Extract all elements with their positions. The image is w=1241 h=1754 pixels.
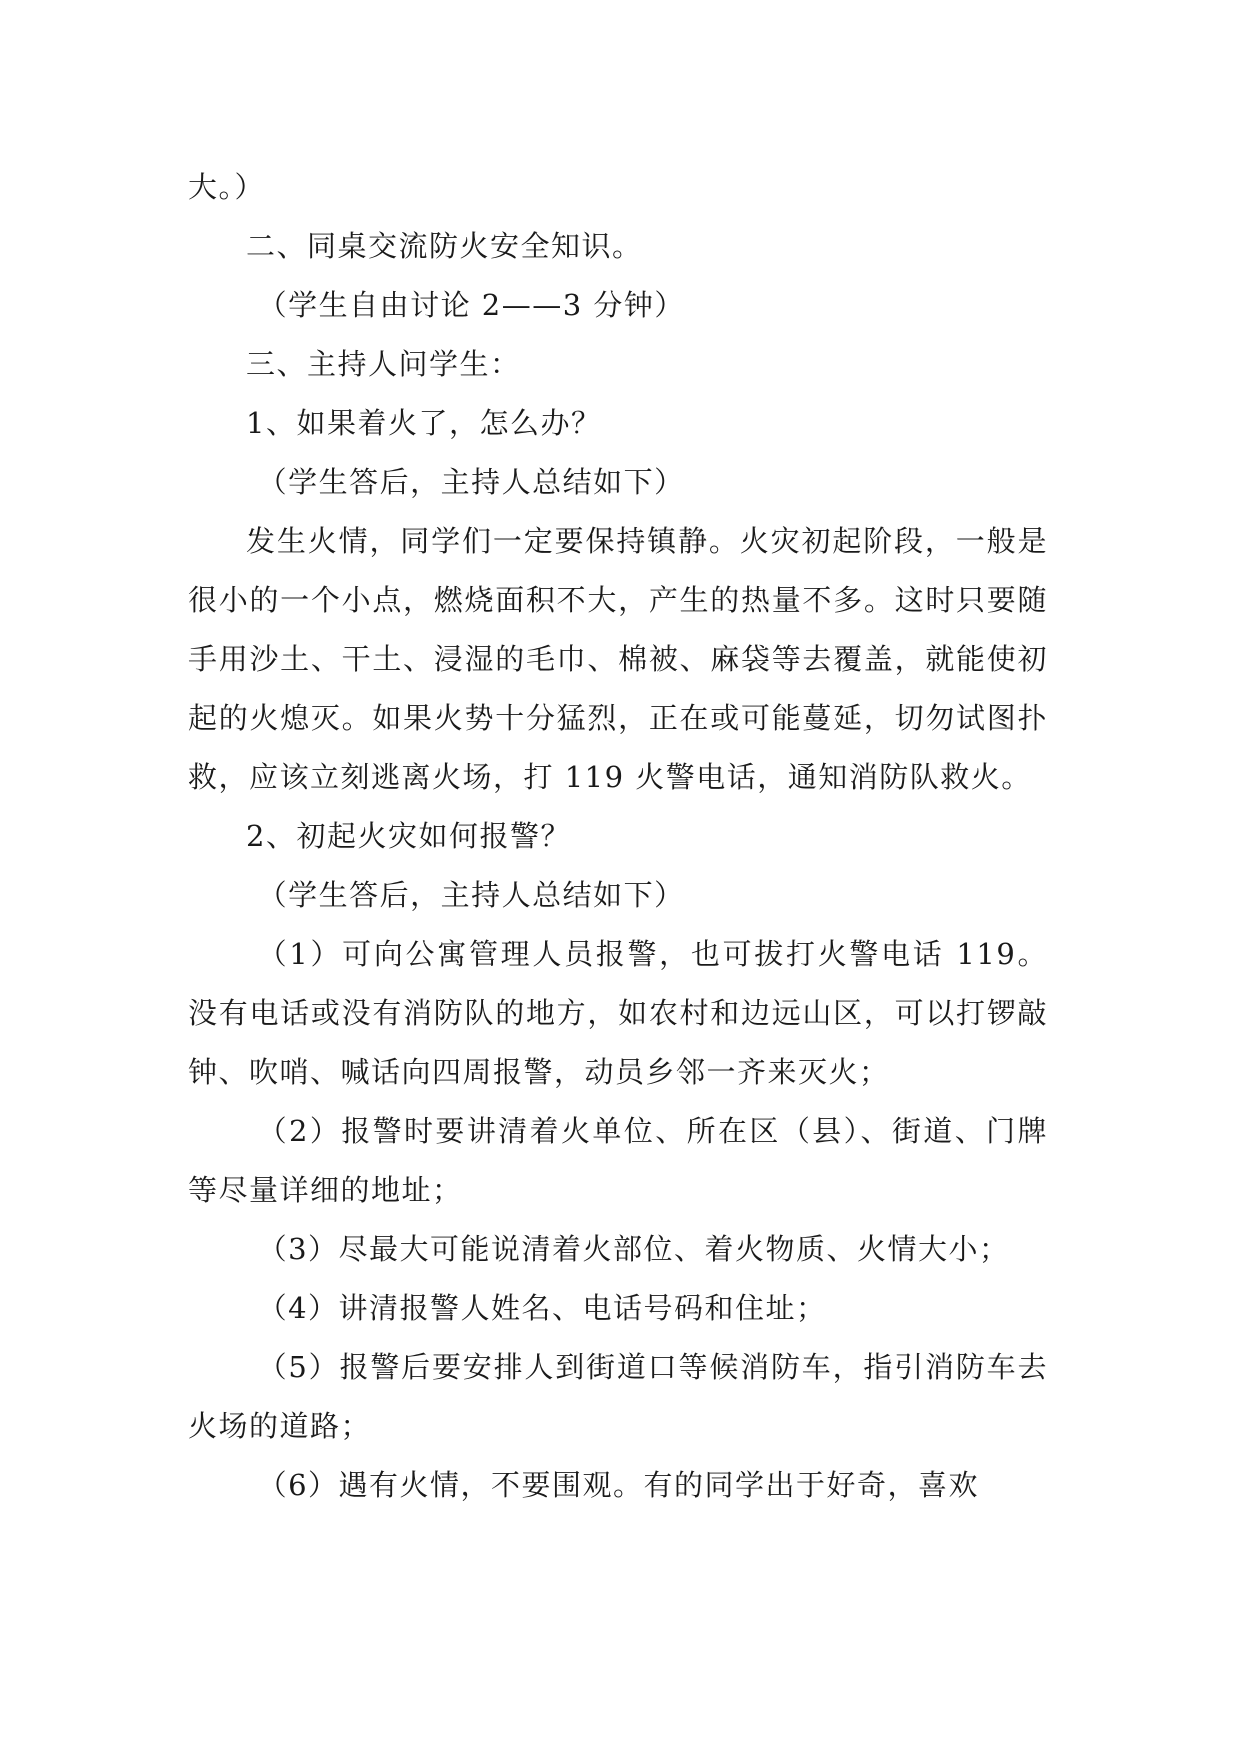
list-item-3: （3）尽最大可能说清着火部位、着火物质、火情大小； <box>257 1232 1010 1266</box>
note-discussion: （学生自由讨论 2——3 分钟） <box>257 288 685 322</box>
answer-paragraph-1: 发生火情，同学们一定要保持镇静。火灾初起阶段，一般是很小的一个小点，燃烧面积不大，产生的热量不多。这时只要随手用沙土、干土、浸湿的毛巾、棉被、麻袋等去覆盖，就能使初起的火熄灭。如果火势十分猛烈，正在或可能蔓延，切勿试图扑救，应该立刻逃离火场，打 119 火警电话，通知消防队救火。 <box>188 524 1048 794</box>
paragraph-continuation: 大。） <box>188 170 266 204</box>
document-body <box>188 158 1048 1515</box>
list-item-1: （1）可向公寓管理人员报警，也可拔打火警电话 119。没有电话或没有消防队的地方，如农村和边远山区，可以打锣敲钟、吹哨、喊话向四周报警，动员乡邻一齐来灭火； <box>188 937 1048 1089</box>
question-2: 2、初起火灾如何报警？ <box>246 819 571 853</box>
note-summary-2: （学生答后，主持人总结如下） <box>257 878 685 912</box>
list-item-2: （2）报警时要讲清着火单位、所在区（县）、街道、门牌等尽量详细的地址； <box>188 1114 1048 1207</box>
list-item-5: （5）报警后要安排人到街道口等候消防车，指引消防车去火场的道路； <box>188 1350 1048 1443</box>
section-heading-3: 三、主持人问学生： <box>246 347 521 381</box>
question-1: 1、如果着火了，怎么办？ <box>246 406 602 440</box>
list-item-4: （4）讲清报警人姓名、电话号码和住址； <box>257 1291 827 1325</box>
list-item-6: （6）遇有火情，不要围观。有的同学出于好奇，喜欢 <box>257 1468 980 1502</box>
note-summary-1: （学生答后，主持人总结如下） <box>257 465 685 499</box>
section-heading-2: 二、同桌交流防火安全知识。 <box>246 229 643 263</box>
